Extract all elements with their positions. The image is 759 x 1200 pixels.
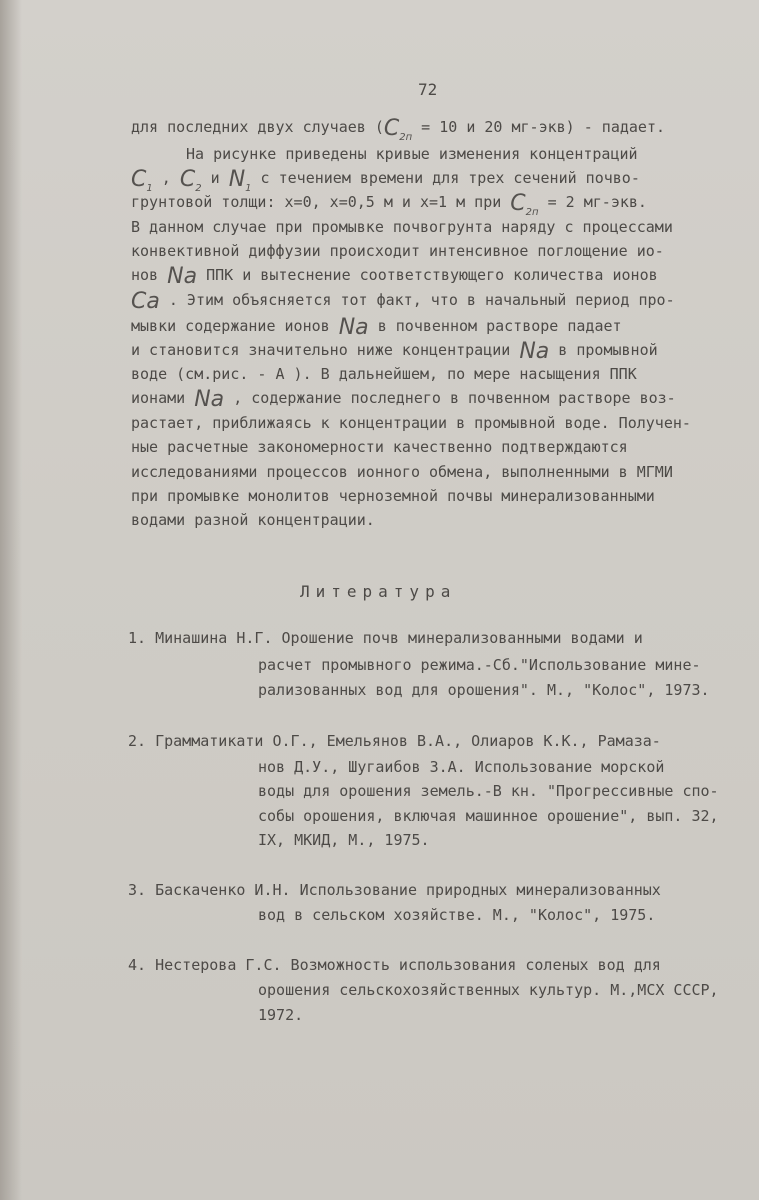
body-line-7-post: ППК и вытеснение соответствующего количества ионов [197,266,658,284]
formula-na-2: Na [338,315,369,340]
reference-4-line-3: 1972. [258,1006,304,1024]
body-line-1-post: = 10 и 20 мг-экв) - падает. [412,118,666,136]
body-line-10-post: в промывной [549,341,658,359]
formula-c2n: $C_{2п}$ [383,116,413,143]
literature-title: Литература [300,582,457,601]
formula-c2n-2: $C_{2п}$ [510,191,539,218]
reference-1-line-2: расчет промывного режима.-Сб."Использование мине- [258,656,701,674]
formula-ca: Ca [131,289,160,314]
reference-2-line-3: воды для орошения земель.-В кн. "Прогрессивные спо- [258,782,719,800]
body-line-12 [131,388,676,410]
body-line-15: исследованиями процессов ионного обмена, выполненными в МГМИ [131,463,673,481]
body-line-4-pre: грунтовой толщи: x=0, x=0,5 м и x=1 м при [131,193,511,211]
separator-text: , [152,169,180,187]
body-line-8 [131,290,675,312]
page-number: 72 [418,80,438,99]
body-line-8-post: . Этим объясняется тот факт, что в начальный период про- [159,291,675,309]
body-line-7-pre: нов [131,266,168,284]
body-line-4-post: = 2 мг-экв. [538,193,647,211]
body-line-2: На рисунке приведены кривые изменения концентраций [186,145,638,163]
reference-4-line-2: орошения сельскохозяйственных культур. М.,МСХ СССР, [258,981,719,999]
reference-2-line-1: 2. Грамматикати О.Г., Емельянов В.А., Олиаров К.К., Рамаза- [128,732,661,750]
body-line-13: растает, приближаясь к концентрации в промывной воде. Получен- [131,414,691,432]
reference-2-line-4: собы орошения, включая машинное орошение", вып. 32, [258,807,719,825]
body-line-7 [131,265,658,287]
body-line-14: ные расчетные закономерности качественно подтверждаются [131,438,628,456]
formula-na-4: Na [194,387,225,412]
body-line-1-pre: для последних двух случаев ( [131,118,384,136]
body-line-6: конвективной диффузии происходит интенсивное поглощение ио- [131,242,664,260]
reference-3-line-1: 3. Баскаченко И.Н. Использование природных минерализованных [128,881,661,899]
body-line-16: при промывке монолитов черноземной почвы минерализованными [131,487,655,505]
reference-4-line-1: 4. Нестерова Г.С. Возможность использования соленых вод для [128,956,661,974]
body-line-9-post: в почвенном растворе падает [368,317,622,335]
body-line-12-post: , содержание последнего в почвенном растворе воз- [224,389,676,407]
body-line-11: воде (см.рис. - А ). В дальнейшем, по мере насыщения ППК [131,365,637,383]
body-line-9 [131,316,622,338]
body-line-10 [131,340,658,362]
body-line-17: водами разной концентрации. [131,511,375,529]
formula-na-3: Na [519,339,550,364]
formula-n1: $N_1$ [228,167,252,194]
body-line-5: В данном случае при промывке почвогрунта наряду с процессами [131,218,673,236]
body-line-12-pre: ионами [131,389,195,407]
reference-2-line-5: IX, МКИД, М., 1975. [258,831,430,849]
formula-c1: $C_1$ [131,167,153,194]
reference-1-line-1: 1. Минашина Н.Г. Орошение почв минерализованными водами и [128,629,643,647]
reference-3-line-2: вод в сельском хозяйстве. М., "Колос", 1975. [258,906,656,924]
body-line-3-post: с течением времени для трех сечений почво- [251,169,640,187]
reference-1-line-3: рализованных вод для орошения". М., "Колос", 1973. [258,681,710,699]
body-line-9-pre: мывки содержание ионов [131,317,339,335]
body-line-10-pre: и становится значительно ниже концентрации [131,341,520,359]
conjunction-text: и [201,169,229,187]
formula-c2: $C_2$ [179,167,202,194]
formula-na-1: Na [167,264,198,289]
reference-2-line-2: нов Д.У., Шугаибов З.А. Использование морской [258,758,665,776]
